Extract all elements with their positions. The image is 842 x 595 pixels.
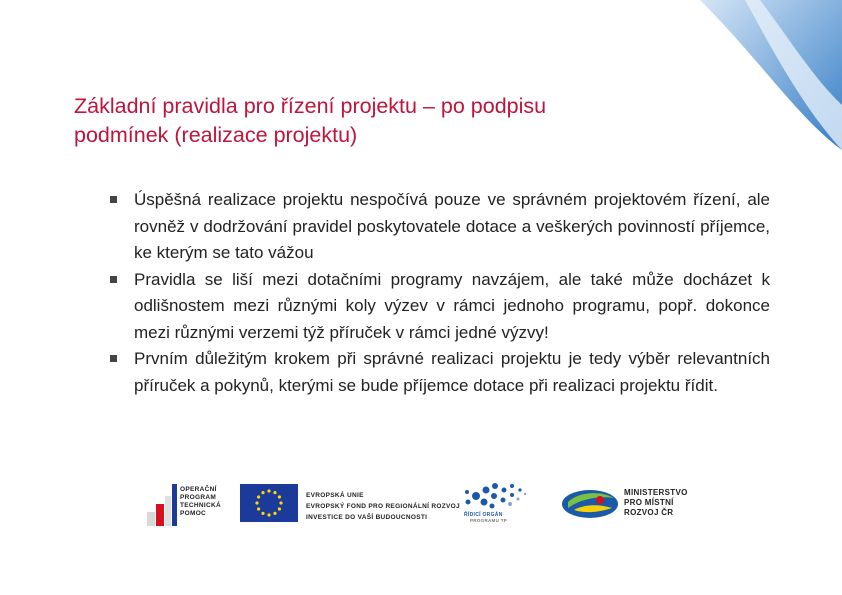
list-item <box>110 346 770 399</box>
mmr-logo-icon <box>560 486 620 522</box>
bullet-text: Pravidla se liší mezi dotačními programy navzájem, ale také může docházet k odlišnostem mezi různými koly výzev v rámci jednoho programu, popř. dokonce mezi různými verzemi týž příruček v rámci jedné výzvy! <box>134 269 770 342</box>
list-item <box>110 267 770 347</box>
title-line-1: Základní pravidla pro řízení projektu – po podpisu <box>74 94 547 118</box>
title-line-2: podmínek (realizace projektu) <box>74 123 358 147</box>
slide-title <box>74 92 774 150</box>
eu-flag-icon <box>240 484 298 522</box>
square-bullet-icon <box>110 276 117 283</box>
square-bullet-icon <box>110 196 117 203</box>
ro-logo-text: ŘÍDICÍ ORGÁN <box>464 512 503 518</box>
list-item <box>110 187 770 267</box>
logo-bar <box>140 480 710 530</box>
square-bullet-icon <box>110 355 117 362</box>
eu-logo-text: EVROPSKÁ UNIE EVROPSKÝ FOND PRO REGIONÁLNÍ ROZVOJ INVESTICE DO VAŠÍ BUDOUCNOSTI <box>306 492 460 521</box>
op-tp-logo-text: OPERAČNÍ PROGRAM TECHNICKÁ POMOC <box>180 486 221 517</box>
mmr-logo-text: MINISTERSTVO PRO MÍSTNÍ ROZVOJ ČR <box>624 488 688 517</box>
ro-dots-logo-icon <box>462 480 532 512</box>
bullet-text: Úspěšná realizace projektu nespočívá pouze ve správném projektovém řízení, ale rovněž v dodržování pravidel poskytovatele dotace a veškerých povinností příjemce, ke kterým se tato vážou <box>134 190 770 262</box>
bullet-list <box>110 187 770 399</box>
ro-logo-subtext: PROGRAMU TP <box>470 518 508 523</box>
bullet-text: Prvním důležitým krokem při správné realizaci projektu je tedy výběr relevantních příruček a pokynů, kterými se bude příjemce dotace při realizaci projektu řídit. <box>134 349 770 395</box>
op-tp-logo-icon <box>145 484 177 526</box>
